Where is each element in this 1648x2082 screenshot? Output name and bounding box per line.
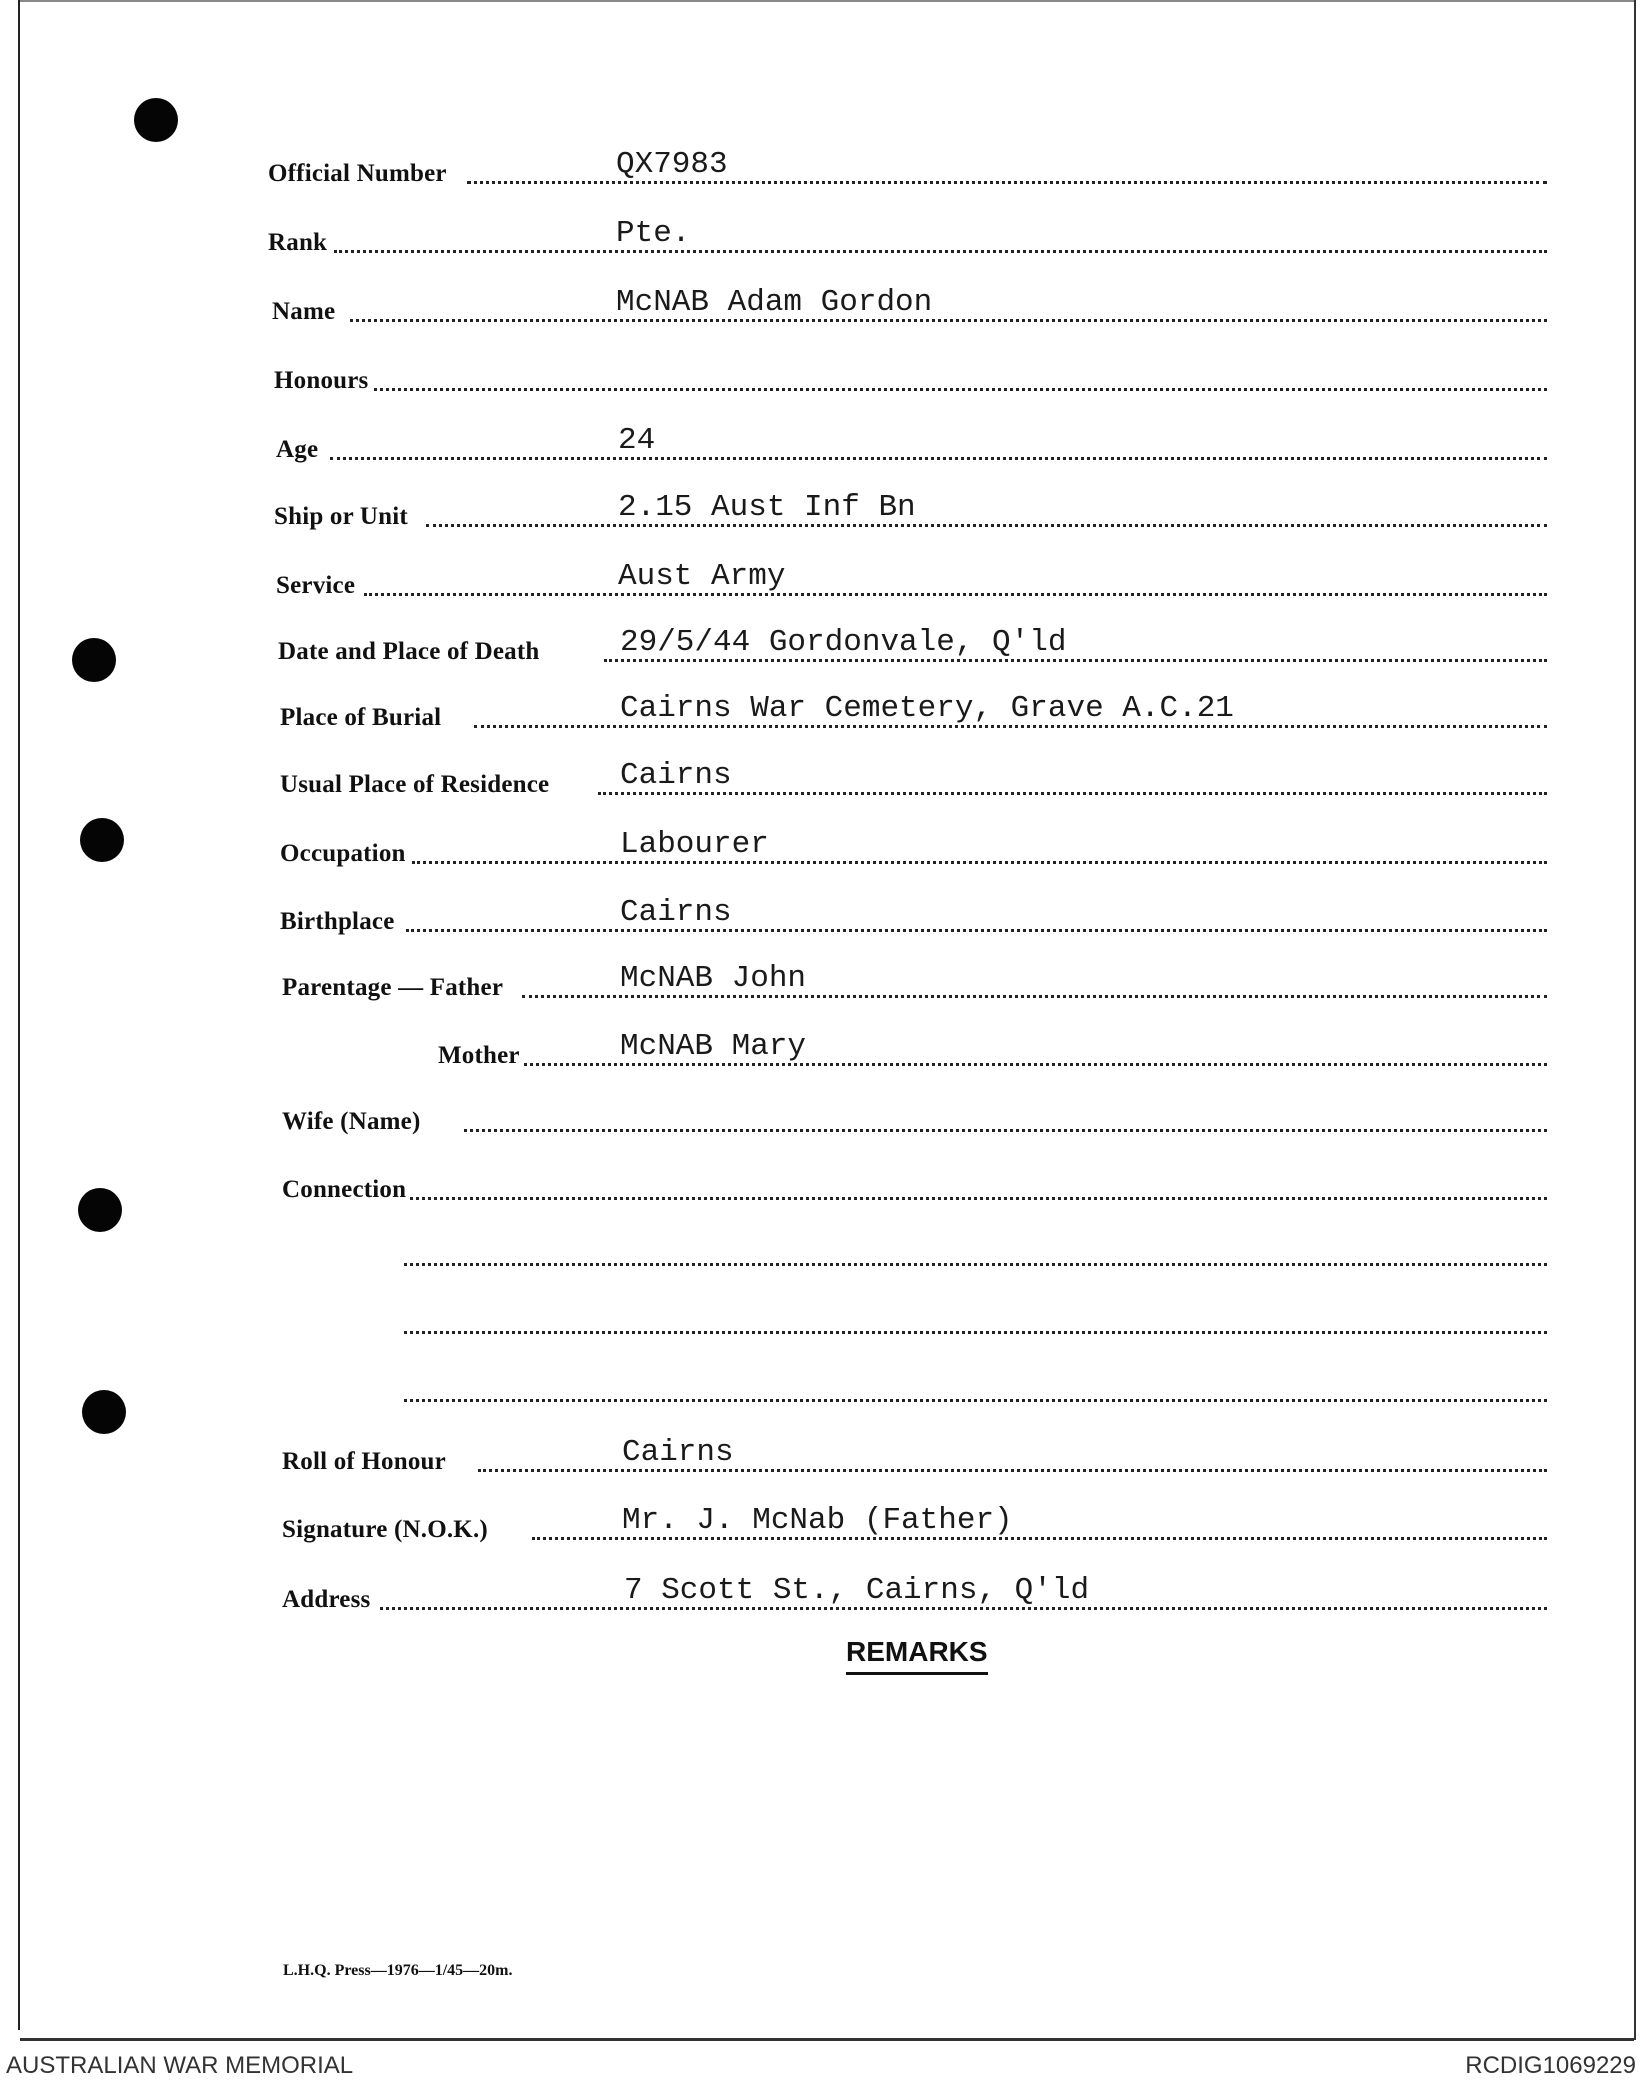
field-rank: [0, 213, 1648, 257]
field-roll-of-honour: [0, 1432, 1648, 1476]
field-father: [0, 958, 1648, 1002]
field-value: Labourer: [620, 827, 769, 862]
field-usual-residence: [0, 755, 1648, 799]
field-age: [0, 420, 1648, 464]
field-place-of-burial: [0, 688, 1648, 732]
field-address: [0, 1570, 1648, 1614]
field-mother: [0, 1026, 1648, 1070]
footer-archive-name: AUSTRALIAN WAR MEMORIAL: [6, 2052, 354, 2079]
dotted-line: [406, 929, 1547, 932]
field-label: Service: [276, 572, 356, 599]
field-value: QX7983: [616, 147, 728, 182]
field-service: [0, 556, 1648, 600]
field-label: Name: [272, 298, 336, 325]
dotted-line: [364, 593, 1547, 596]
print-imprint: L.H.Q. Press—1976—1/45—20m.: [283, 1962, 513, 1979]
field-value: McNAB Mary: [620, 1029, 807, 1064]
dotted-line: [404, 1263, 1547, 1266]
punch-hole: [134, 98, 178, 142]
connection-extra-line: [0, 1294, 1648, 1338]
field-value: Cairns: [620, 758, 732, 793]
field-label: Usual Place of Residence: [280, 771, 550, 798]
field-value: Cairns War Cemetery, Grave A.C.21: [620, 691, 1234, 726]
dotted-line: [412, 861, 1547, 864]
dotted-line: [410, 1197, 1547, 1200]
paper-bottom-edge: [20, 2038, 1634, 2041]
field-ship-or-unit: [0, 487, 1648, 531]
field-connection: [0, 1160, 1648, 1204]
dotted-line: [598, 792, 1547, 795]
field-label: Birthplace: [280, 908, 395, 935]
field-value: 2.15 Aust Inf Bn: [618, 490, 916, 525]
field-value: 7 Scott St., Cairns, Q'ld: [624, 1573, 1090, 1608]
field-label: Address: [282, 1586, 371, 1613]
dotted-line: [374, 388, 1547, 391]
dotted-line: [334, 250, 1547, 253]
field-value: 29/5/44 Gordonvale, Q'ld: [620, 625, 1067, 660]
field-label: Occupation: [280, 840, 406, 867]
dotted-line: [350, 319, 1547, 322]
field-official-number: [0, 144, 1648, 188]
field-signature: [0, 1500, 1648, 1544]
field-wife: [0, 1092, 1648, 1136]
footer-record-id: RCDIG1069229: [1465, 2052, 1636, 2079]
dotted-line: [330, 457, 1547, 460]
field-label: Age: [276, 436, 319, 463]
field-value: Aust Army: [618, 559, 786, 594]
field-label: Date and Place of Death: [278, 638, 540, 665]
paper-top-edge: [20, 0, 1634, 2]
dotted-line: [404, 1399, 1547, 1402]
dotted-line: [426, 524, 1547, 527]
field-birthplace: [0, 892, 1648, 936]
field-label: Connection: [282, 1176, 407, 1203]
field-value: Cairns: [620, 895, 732, 930]
connection-extra-line: [0, 1226, 1648, 1270]
field-name: [0, 282, 1648, 326]
field-label: Ship or Unit: [274, 503, 408, 530]
dotted-line: [464, 1129, 1547, 1132]
field-label: Signature (N.O.K.): [282, 1516, 488, 1543]
field-value: Pte.: [616, 216, 691, 251]
field-label: Parentage — Father: [282, 974, 504, 1001]
field-value: 24: [618, 423, 656, 458]
field-label: Rank: [268, 229, 328, 256]
field-date-place-of-death: [0, 622, 1648, 666]
field-value: Cairns: [622, 1435, 734, 1470]
field-label: Official Number: [268, 160, 447, 187]
field-label: Honours: [274, 367, 369, 394]
dotted-line: [404, 1331, 1547, 1334]
field-occupation: [0, 824, 1648, 868]
connection-extra-line: [0, 1362, 1648, 1406]
field-label: Mother: [438, 1042, 520, 1069]
field-honours: [0, 351, 1648, 395]
field-label: Place of Burial: [280, 704, 442, 731]
field-label: Wife (Name): [282, 1108, 421, 1135]
field-label: Roll of Honour: [282, 1448, 446, 1475]
remarks-heading: REMARKS: [846, 1636, 988, 1675]
field-value: McNAB John: [620, 961, 807, 996]
field-value: Mr. J. McNab (Father): [622, 1503, 1013, 1538]
field-value: McNAB Adam Gordon: [616, 285, 933, 320]
